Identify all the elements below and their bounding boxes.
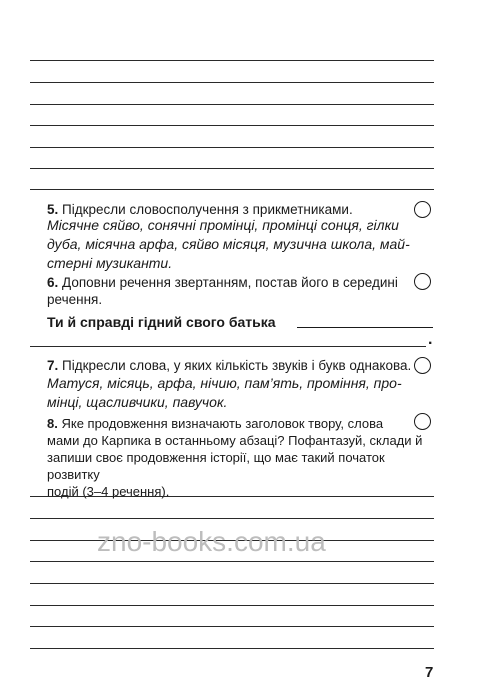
task-7-words-line: Матуся, місяць, арфа, нічию, пам’ять, проміння, про-	[47, 375, 402, 391]
task-5-words-line: стерні музиканти.	[47, 255, 173, 271]
writing-line[interactable]	[30, 168, 434, 169]
writing-line[interactable]	[30, 60, 434, 61]
writing-line[interactable]	[30, 583, 434, 584]
task-8-text-line: запиши своє продовження історії, що має такий початок розвитку	[47, 450, 385, 482]
writing-line[interactable]	[30, 147, 434, 148]
writing-line[interactable]	[30, 496, 434, 497]
task-6-end-mark: .	[428, 331, 433, 348]
task-5-text: Підкресли словосполучення з прикметниками.	[62, 202, 353, 217]
task-8-number: 8.	[47, 416, 58, 431]
writing-line[interactable]	[30, 125, 434, 126]
task-8-text-line: мами до Карпика в останньому абзаці? Пофантазуй, склади й	[47, 433, 423, 448]
task-8-text-line: подій (3–4 речення).	[47, 484, 170, 499]
task-7-words-line: мінці, щасливчики, павучок.	[47, 394, 228, 410]
task-8-score-circle[interactable]	[414, 413, 431, 430]
writing-line[interactable]	[30, 82, 434, 83]
task-6-score-circle[interactable]	[414, 273, 431, 290]
writing-line[interactable]	[30, 648, 434, 649]
writing-line[interactable]	[30, 626, 434, 627]
task-8-text-line: Яке продовження визначають заголовок твору, слова	[61, 416, 384, 431]
task-6-number: 6.	[47, 275, 59, 290]
task-5-words	[47, 216, 432, 273]
task-7-score-circle[interactable]	[414, 357, 431, 374]
task-6-instruction	[47, 274, 412, 308]
task-6-text-line: Доповни речення звертанням, постав його в середині	[62, 275, 398, 290]
task-6-answer-blank[interactable]	[297, 327, 433, 328]
task-7-words	[47, 374, 432, 412]
task-5-number: 5.	[47, 202, 59, 217]
task-7-instruction	[47, 357, 422, 374]
task-8-instruction	[47, 415, 432, 500]
task-6-sentence: Ти й справді гідний свого батька	[47, 314, 276, 330]
writing-line[interactable]	[30, 605, 434, 606]
writing-line[interactable]	[30, 189, 434, 190]
task-6-text-line: речення.	[47, 292, 103, 307]
watermark: zno-books.com.ua	[97, 526, 326, 557]
task-5-words-line: дуба, місячна арфа, сяйво місяця, музична школа, май-	[47, 236, 410, 252]
writing-line[interactable]	[30, 518, 434, 519]
task-6-answer-line[interactable]	[30, 346, 426, 347]
page-number: 7	[425, 664, 434, 681]
writing-line[interactable]	[30, 104, 434, 105]
writing-line[interactable]	[30, 561, 434, 562]
task-5-words-line: Місячне сяйво, сонячні промінці, промінці сонця, гілки	[47, 217, 399, 233]
task-7-text: Підкресли слова, у яких кількість звуків і букв однакова.	[62, 358, 412, 373]
task-7-number: 7.	[47, 358, 59, 373]
